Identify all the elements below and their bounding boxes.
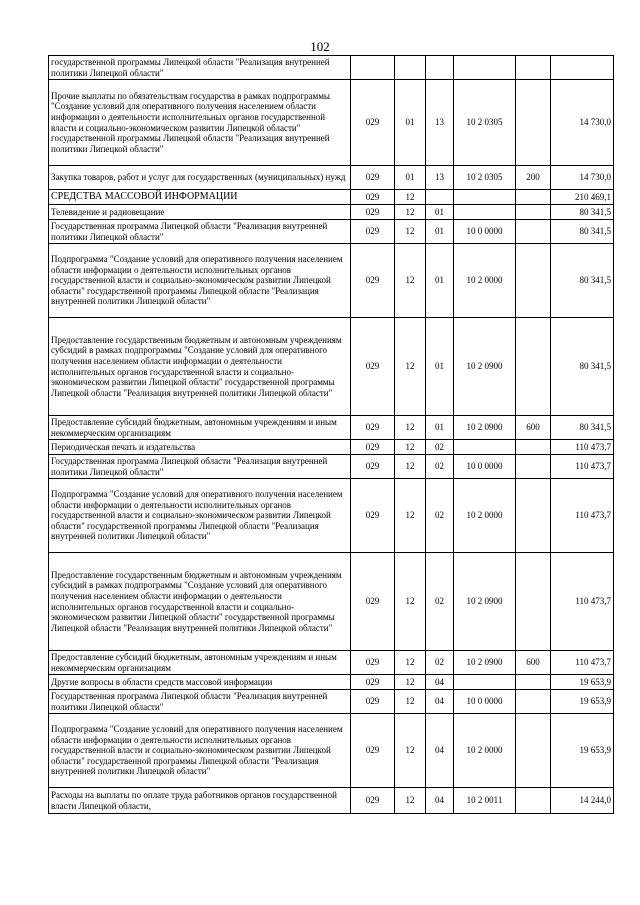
subsection-code-cell: 13 [426, 166, 454, 190]
admin-code-cell: 029 [351, 190, 395, 205]
expense-type-cell [516, 80, 551, 166]
page-number: 102 [310, 39, 330, 54]
table-row [49, 553, 614, 651]
expense-type-cell [516, 440, 551, 455]
amount-cell: 80 341,5 [551, 220, 614, 244]
subsection-code-cell: 04 [426, 714, 454, 788]
expense-type-cell [516, 788, 551, 814]
subsection-code-cell: 01 [426, 205, 454, 220]
expense-type-cell [516, 675, 551, 690]
admin-code-cell: 029 [351, 80, 395, 166]
section-code-cell: 12 [395, 788, 426, 814]
subsection-code-cell: 01 [426, 416, 454, 440]
table-row [49, 190, 614, 205]
amount-cell: 80 341,5 [551, 244, 614, 318]
target-item-cell [454, 56, 516, 80]
table-row [49, 651, 614, 675]
row-name-cell: Предоставление государственным бюджетным и автономным учреждениям субсидий в рамках подпрограммы "Создание условий для оперативного получения населением области информации о деятельности исполнительных органов государственной власти и социально-экономическом развитии Липецкой области" государственной программы Липецкой области "Реализация внутренней политики Липецкой области" [49, 318, 351, 416]
expense-type-cell [516, 714, 551, 788]
subsection-code-cell: 13 [426, 80, 454, 166]
subsection-code-cell: 04 [426, 675, 454, 690]
section-code-cell: 12 [395, 651, 426, 675]
section-code-cell: 12 [395, 416, 426, 440]
table-body [49, 56, 614, 814]
table-row [49, 318, 614, 416]
target-item-cell: 10 2 0305 [454, 80, 516, 166]
table-row [49, 675, 614, 690]
subsection-code-cell: 01 [426, 244, 454, 318]
subsection-code-cell: 02 [426, 651, 454, 675]
subsection-code-cell: 02 [426, 479, 454, 553]
row-name-cell: Закупка товаров, работ и услуг для государственных (муниципальных) нужд [49, 166, 351, 190]
expense-type-cell [516, 318, 551, 416]
admin-code-cell: 029 [351, 651, 395, 675]
target-item-cell [454, 190, 516, 205]
row-name-cell: Предоставление субсидий бюджетным, автономным учреждениям и иным некоммерческим организациям [49, 651, 351, 675]
admin-code-cell: 029 [351, 166, 395, 190]
expense-type-cell [516, 455, 551, 479]
admin-code-cell: 029 [351, 244, 395, 318]
target-item-cell: 10 2 0900 [454, 553, 516, 651]
row-name-cell: Подпрограмма "Создание условий для оперативного получения населением области информации о деятельности исполнительных органов государственной власти и социально-экономическом развитии Липецкой области" государственной программы Липецкой области "Реализация внутренней политики Липецкой области" [49, 244, 351, 318]
expense-type-cell [516, 690, 551, 714]
table-row [49, 56, 614, 80]
row-name-cell: Государственная программа Липецкой области "Реализация внутренней политики Липецкой области" [49, 455, 351, 479]
target-item-cell: 10 2 0011 [454, 788, 516, 814]
expense-type-cell [516, 553, 551, 651]
table-row [49, 690, 614, 714]
subsection-code-cell: 02 [426, 455, 454, 479]
row-name-cell: СРЕДСТВА МАССОВОЙ ИНФОРМАЦИИ [49, 190, 351, 205]
target-item-cell: 10 0 0000 [454, 455, 516, 479]
table-row [49, 220, 614, 244]
table-row [49, 416, 614, 440]
expense-type-cell [516, 56, 551, 80]
target-item-cell: 10 2 0900 [454, 318, 516, 416]
subsection-code-cell: 01 [426, 220, 454, 244]
section-code-cell: 12 [395, 690, 426, 714]
expense-type-cell: 600 [516, 416, 551, 440]
admin-code-cell: 029 [351, 479, 395, 553]
row-name-cell: Периодическая печать и издательства [49, 440, 351, 455]
subsection-code-cell: 01 [426, 318, 454, 416]
row-name-cell: Телевидение и радиовещание [49, 205, 351, 220]
table-row [49, 455, 614, 479]
amount-cell: 80 341,5 [551, 416, 614, 440]
expense-type-cell: 600 [516, 651, 551, 675]
expense-type-cell [516, 190, 551, 205]
section-code-cell: 01 [395, 80, 426, 166]
table-row [49, 479, 614, 553]
admin-code-cell: 029 [351, 788, 395, 814]
row-name-cell: Государственная программа Липецкой области "Реализация внутренней политики Липецкой области" [49, 690, 351, 714]
expense-type-cell [516, 220, 551, 244]
expense-type-cell: 200 [516, 166, 551, 190]
admin-code-cell: 029 [351, 690, 395, 714]
section-code-cell: 12 [395, 220, 426, 244]
row-name-cell: Государственная программа Липецкой области "Реализация внутренней политики Липецкой области" [49, 220, 351, 244]
table-row [49, 714, 614, 788]
amount-cell [551, 56, 614, 80]
admin-code-cell: 029 [351, 416, 395, 440]
subsection-code-cell: 04 [426, 690, 454, 714]
subsection-code-cell [426, 56, 454, 80]
subsection-code-cell: 02 [426, 553, 454, 651]
amount-cell: 110 473,7 [551, 455, 614, 479]
target-item-cell: 10 2 0305 [454, 166, 516, 190]
admin-code-cell: 029 [351, 675, 395, 690]
amount-cell: 210 469,1 [551, 190, 614, 205]
amount-cell: 110 473,7 [551, 553, 614, 651]
amount-cell: 80 341,5 [551, 318, 614, 416]
section-code-cell: 12 [395, 675, 426, 690]
target-item-cell: 10 0 0000 [454, 690, 516, 714]
subsection-code-cell [426, 190, 454, 205]
admin-code-cell: 029 [351, 205, 395, 220]
row-name-cell: Предоставление государственным бюджетным и автономным учреждениям субсидий в рамках подпрограммы "Создание условий для оперативного получения населением области информации о деятельности исполнительных органов государственной власти и социально-экономическом развитии Липецкой области" государственной программы Липецкой области "Реализация внутренней политики Липецкой области" [49, 553, 351, 651]
admin-code-cell: 029 [351, 714, 395, 788]
table-row [49, 80, 614, 166]
table-row [49, 440, 614, 455]
amount-cell: 14 244,0 [551, 788, 614, 814]
section-code-cell: 12 [395, 479, 426, 553]
admin-code-cell: 029 [351, 440, 395, 455]
row-name-cell: Расходы на выплаты по оплате труда работников органов государственной власти Липецкой области, [49, 788, 351, 814]
subsection-code-cell: 02 [426, 440, 454, 455]
target-item-cell [454, 675, 516, 690]
amount-cell: 19 653,9 [551, 690, 614, 714]
amount-cell: 19 653,9 [551, 675, 614, 690]
table-row [49, 166, 614, 190]
target-item-cell: 10 2 0000 [454, 714, 516, 788]
row-name-cell: государственной программы Липецкой области "Реализация внутренней политики Липецкой области" [49, 56, 351, 80]
admin-code-cell: 029 [351, 318, 395, 416]
expense-type-cell [516, 244, 551, 318]
section-code-cell: 12 [395, 714, 426, 788]
budget-table [48, 55, 614, 814]
row-name-cell: Прочие выплаты по обязательствам государства в рамках подпрограммы "Создание условий для оперативного получения населением области информации о деятельности исполнительных органов государственной власти и социально-экономическом развитии Липецкой области" государственной программы Липецкой области "Реализация внутренней политики Липецкой области" [49, 80, 351, 166]
expense-type-cell [516, 479, 551, 553]
section-code-cell: 01 [395, 166, 426, 190]
section-code-cell: 12 [395, 244, 426, 318]
admin-code-cell: 029 [351, 220, 395, 244]
row-name-cell: Подпрограмма "Создание условий для оперативного получения населением области информации о деятельности исполнительных органов государственной власти и социально-экономическом развитии Липецкой области" государственной программы Липецкой области "Реализация внутренней политики Липецкой области" [49, 479, 351, 553]
target-item-cell: 10 2 0000 [454, 479, 516, 553]
amount-cell: 19 653,9 [551, 714, 614, 788]
row-name-cell: Подпрограмма "Создание условий для оперативного получения населением области информации о деятельности исполнительных органов государственной власти и социально-экономическом развитии Липецкой области" государственной программы Липецкой области "Реализация внутренней политики Липецкой области" [49, 714, 351, 788]
amount-cell: 110 473,7 [551, 440, 614, 455]
section-code-cell: 12 [395, 205, 426, 220]
target-item-cell [454, 205, 516, 220]
table-row [49, 244, 614, 318]
section-code-cell: 12 [395, 440, 426, 455]
amount-cell: 80 341,5 [551, 205, 614, 220]
admin-code-cell: 029 [351, 455, 395, 479]
target-item-cell [454, 440, 516, 455]
amount-cell: 110 473,7 [551, 479, 614, 553]
section-code-cell [395, 56, 426, 80]
table-row [49, 205, 614, 220]
amount-cell: 14 730,0 [551, 166, 614, 190]
subsection-code-cell: 04 [426, 788, 454, 814]
amount-cell: 14 730,0 [551, 80, 614, 166]
expense-type-cell [516, 205, 551, 220]
section-code-cell: 12 [395, 318, 426, 416]
target-item-cell: 10 0 0000 [454, 220, 516, 244]
target-item-cell: 10 2 0000 [454, 244, 516, 318]
section-code-cell: 12 [395, 190, 426, 205]
target-item-cell: 10 2 0900 [454, 651, 516, 675]
row-name-cell: Другие вопросы в области средств массовой информации [49, 675, 351, 690]
section-code-cell: 12 [395, 455, 426, 479]
admin-code-cell [351, 56, 395, 80]
target-item-cell: 10 2 0900 [454, 416, 516, 440]
section-code-cell: 12 [395, 553, 426, 651]
table-row [49, 788, 614, 814]
amount-cell: 110 473,7 [551, 651, 614, 675]
admin-code-cell: 029 [351, 553, 395, 651]
row-name-cell: Предоставление субсидий бюджетным, автономным учреждениям и иным некоммерческим организациям [49, 416, 351, 440]
